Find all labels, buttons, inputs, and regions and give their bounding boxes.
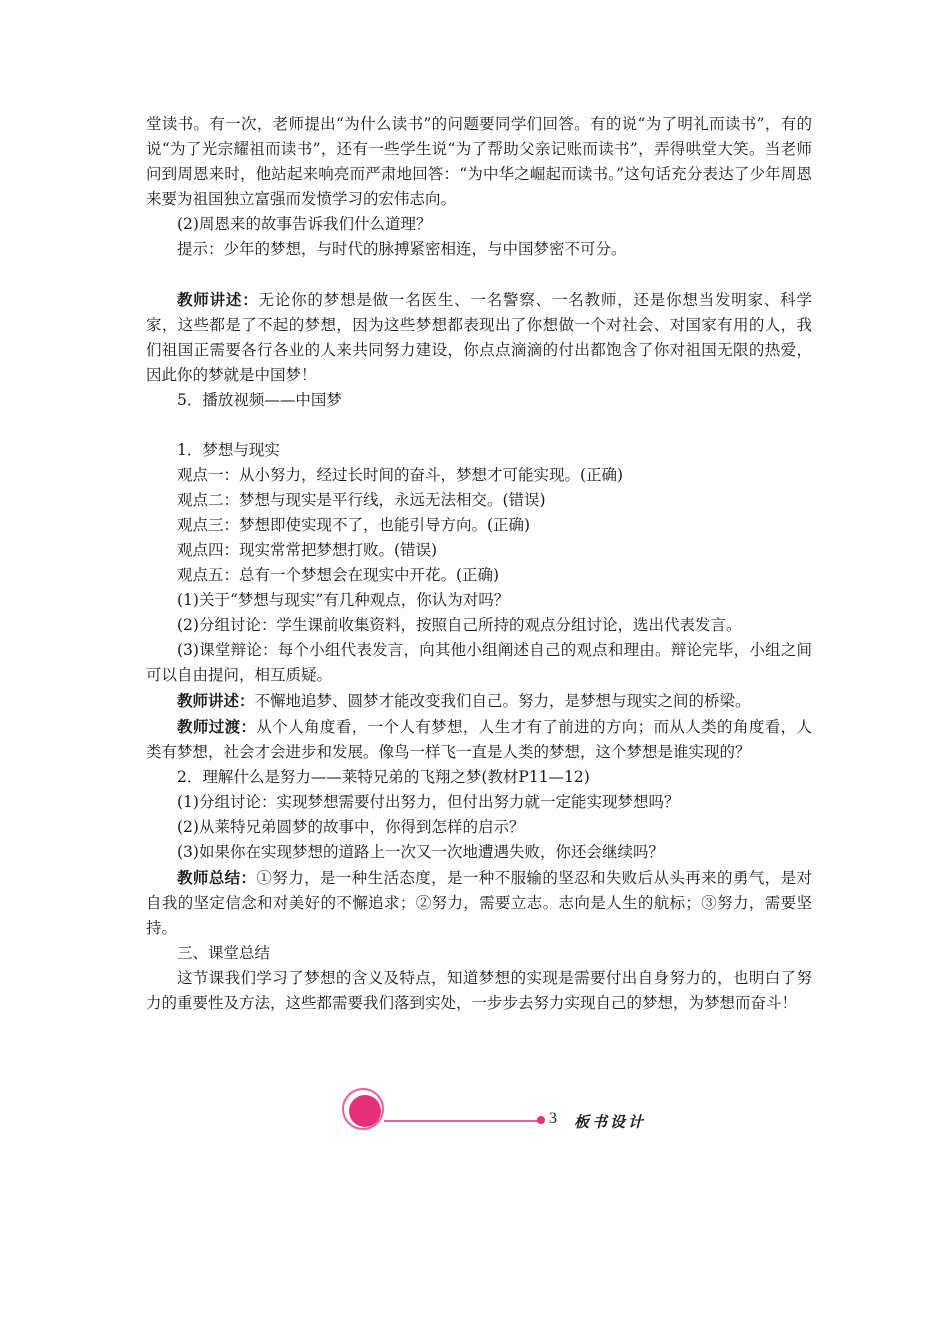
class-debate: (3)课堂辩论：每个小组代表发言，向其他小组阐述自己的观点和理由。辩论完毕，小组之间可以自由提问，相互质疑。 [146, 641, 812, 684]
label-bold: 教师总结： [177, 868, 257, 887]
effort-q1: (1)分组讨论：实现梦想需要付出努力，但付出努力就一定能实现梦想吗？ [177, 793, 680, 811]
viewpoint-5: 观点五：总有一个梦想会在现实中开花。(正确) [177, 566, 500, 584]
topic-dream-reality: 1．梦想与现实 [177, 441, 280, 459]
hint: 提示：少年的梦想，与时代的脉搏紧密相连，与中国梦密不可分。 [177, 240, 627, 258]
narration-text: 无论你的梦想是做一名医生、一名警察、一名教师，还是你想当发明家、科学家，这些都是了不起的梦想，因为这些梦想都表现出了你想做一个对社会、对国家有用的人，我们祖国正需要各行各业的人来共同努力建设，你点点滴滴的付出都饱含了你对祖国无限的热爱，因此你的梦就是中国梦！ [146, 291, 812, 384]
group-discussion: (2)分组讨论：学生课前收集资料，按照自己所持的观点分组讨论，选出代表发言。 [177, 616, 742, 634]
video-item: 5．播放视频——中国梦 [177, 391, 342, 409]
teacher-summary [146, 865, 812, 941]
section-number: 3 [549, 1110, 557, 1127]
teacher-transition [146, 714, 812, 765]
document-body [146, 112, 812, 1016]
section-class-summary: 三、课堂总结 [177, 944, 271, 962]
bullet-dot-icon [537, 1116, 545, 1124]
label-bold: 教师过渡： [177, 717, 257, 736]
transition-text: 从个人角度看，一个人有梦想，人生才有了前进的方向；而从人类的角度看，人类有梦想，社会才会进步和发展。像鸟一样飞一直是人类的梦想，这个梦想是谁实现的？ [146, 718, 812, 761]
paragraph-story: 堂读书。有一次，老师提出“为什么读书”的问题要同学们回答。有的说“为了明礼而读书”，有的说“为了光宗耀祖而读书”，还有一些学生说“为了帮助父亲记账而读书”，弄得哄堂大笑。当老师问到周恩来时，他站起来响亮而严肃地回答：“为中华之崛起而读书。”这句话充分表达了少年周恩来要为祖国独立富强而发愤学习的宏伟志向。 [146, 115, 812, 208]
class-summary-text: 这节课我们学习了梦想的含义及特点，知道梦想的实现是需要付出自身努力的，也明白了努力的重要性及方法，这些都需要我们落到实处，一步步去努力实现自己的梦想，为梦想而奋斗！ [146, 969, 812, 1012]
summary-text: ①努力，是一种生活态度，是一种不服输的坚忍和失败后从头再来的勇气，是对自我的坚定信念和对美好的不懈追求；②努力，需要立志。志向是人生的航标；③努力，需要坚持。 [146, 869, 812, 937]
question-1: (1)关于“梦想与现实”有几种观点，你认为对吗？ [177, 591, 510, 609]
viewpoint-4: 观点四：现实常常把梦想打败。(错误) [177, 541, 438, 559]
narration-text: 不懈地追梦、圆梦才能改变我们自己。努力，是梦想与现实之间的桥梁。 [254, 692, 751, 710]
topic-effort: 2．理解什么是努力——莱特兄弟的飞翔之梦(教材P11—12) [177, 768, 590, 786]
section-title: 板书设计 [574, 1113, 647, 1131]
teacher-narration-2 [146, 688, 812, 714]
section-divider [342, 1088, 662, 1134]
divider-line [384, 1120, 539, 1122]
circle-ornament-icon [342, 1088, 384, 1130]
teacher-narration-1 [146, 287, 812, 388]
label-bold: 教师讲述： [177, 691, 255, 710]
viewpoint-2: 观点二：梦想与现实是平行线，永远无法相交。(错误) [177, 491, 546, 509]
viewpoint-3: 观点三：梦想即使实现不了，也能引导方向。(正确) [177, 516, 531, 534]
label-bold: 教师讲述： [177, 290, 259, 309]
viewpoint-1: 观点一：从小努力，经过长时间的奋斗，梦想才可能实现。(正确) [177, 466, 624, 484]
effort-q2: (2)从莱特兄弟圆梦的故事中，你得到怎样的启示？ [177, 818, 525, 836]
effort-q3: (3)如果你在实现梦想的道路上一次又一次地遭遇失败，你还会继续吗？ [177, 843, 664, 861]
question-2: (2)周恩来的故事告诉我们什么道理？ [177, 215, 432, 233]
